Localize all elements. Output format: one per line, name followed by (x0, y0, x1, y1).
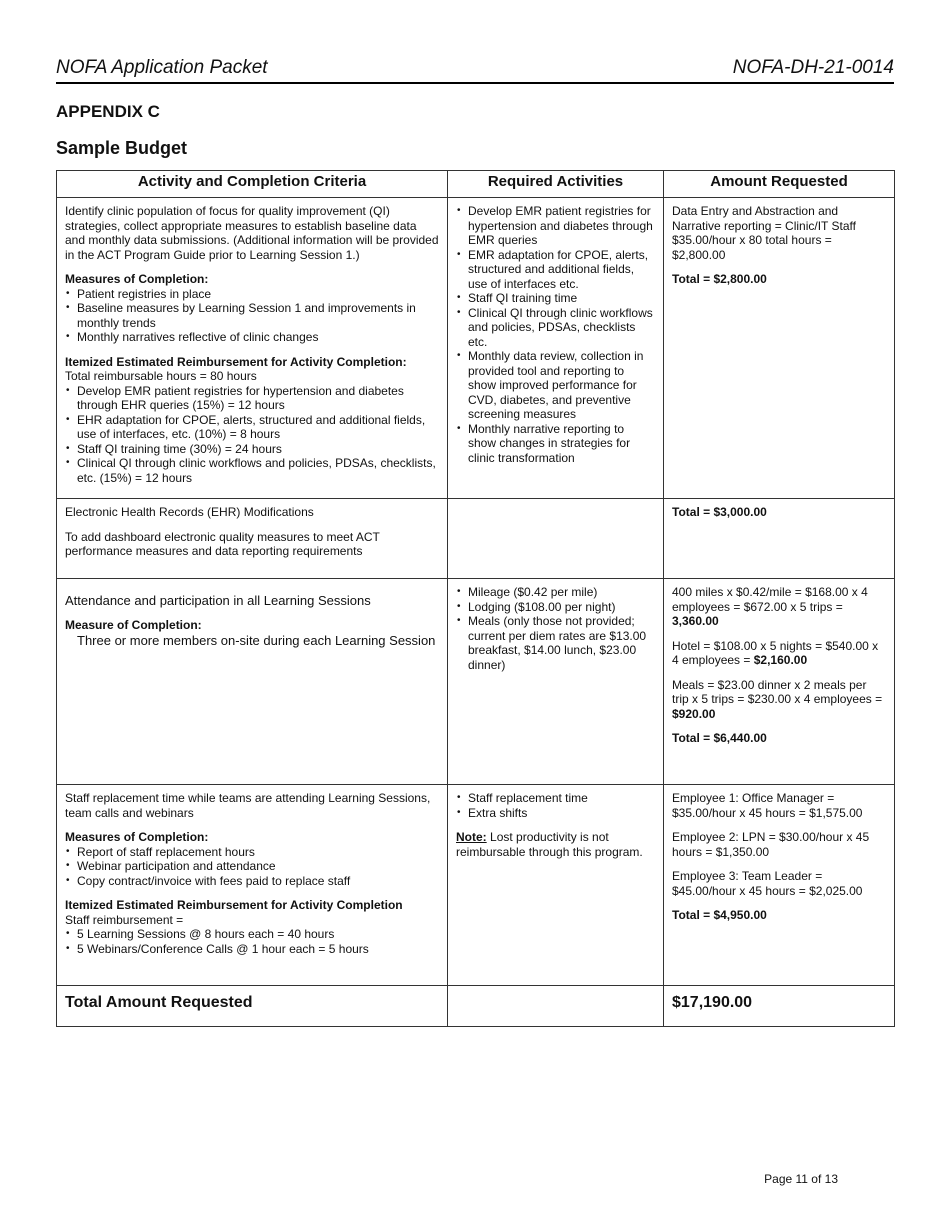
list-item: • Develop EMR patient registries for hypertension and diabetes through EMR queries (456, 204, 655, 248)
list-item: • Monthly narrative reporting to show changes in strategies for clinic transformation (456, 422, 655, 466)
list-item: • Monthly data review, collection in provided tool and reporting to show improved performance for CVD, diabetes, and preventive screening measures (456, 349, 655, 422)
hotel-calc (672, 639, 886, 668)
employee-1: Employee 1: Office Manager = $35.00/hour x 45 hours = $1,575.00 (672, 791, 863, 820)
page-header (56, 55, 894, 84)
activity-cell (57, 579, 448, 785)
amount-text: Data Entry and Abstraction and Narrative reporting = Clinic/IT Staff $35.00/hour x 80 total hours = $2,800.00 (672, 204, 856, 262)
list-item: • Patient registries in place (65, 287, 439, 302)
itemized-heading: Itemized Estimated Reimbursement for Activity Completion (65, 898, 403, 912)
total-label: Total Amount Requested (57, 986, 448, 1027)
list-item: • 5 Learning Sessions @ 8 hours each = 40 hours (65, 927, 439, 942)
activity-cell (57, 785, 448, 986)
mileage-text: 400 miles x $0.42/mile = $168.00 x 4 employees = $672.00 x 5 trips = (672, 585, 868, 614)
amount-cell (664, 499, 895, 579)
activity-cell (57, 198, 448, 499)
list-item: • Staff QI training time (456, 291, 655, 306)
meals-calc (672, 678, 886, 722)
note (456, 830, 655, 859)
mileage-total: 3,360.00 (672, 614, 719, 628)
required-list (456, 204, 655, 465)
measures-heading: Measures of Completion: (65, 272, 209, 286)
table-row (57, 785, 895, 986)
required-list (456, 585, 655, 672)
total-row (57, 986, 895, 1027)
amount-total: Total = $3,000.00 (672, 505, 767, 519)
note-text: Lost productivity is not reimbursable through this program. (456, 830, 643, 859)
list-item: • Report of staff replacement hours (65, 845, 439, 860)
amount-total: Total = $4,950.00 (672, 908, 767, 922)
list-item: • 5 Webinars/Conference Calls @ 1 hour each = 5 hours (65, 942, 439, 957)
section-title: Sample Budget (56, 138, 188, 158)
measures-list (65, 845, 439, 889)
amount-total: Total = $6,440.00 (672, 731, 767, 745)
mileage-calc (672, 585, 886, 629)
measure-heading: Measure of Completion: (65, 618, 202, 632)
activity-cell (57, 499, 448, 579)
list-item: • Webinar participation and attendance (65, 859, 439, 874)
col-header-required: Required Activities (448, 171, 664, 198)
activity-title: Attendance and participation in all Learning Sessions (65, 593, 371, 608)
list-item: • Staff replacement time (456, 791, 655, 806)
required-list (456, 791, 655, 820)
list-item: • Monthly narratives reflective of clinic changes (65, 330, 439, 345)
itemized-intro: Staff reimbursement = (65, 912, 184, 927)
header-title: NOFA Application Packet (56, 57, 268, 78)
activity-intro: Staff replacement time while teams are attending Learning Sessions, team calls and webinars (65, 791, 431, 820)
list-item: • Staff QI training time (30%) = 24 hours (65, 442, 439, 457)
measures-list (65, 287, 439, 345)
table-row (57, 579, 895, 785)
list-item: • Copy contract/invoice with fees paid to replace staff (65, 874, 439, 889)
amount-total: Total = $2,800.00 (672, 272, 767, 286)
list-item: • Meals (only those not provided; current per diem rates are $13.00 breakfast, $14.00 lunch, $23.00 dinner) (456, 614, 655, 672)
measure-text: Three or more members on-site during each Learning Session (77, 633, 436, 648)
list-item: • Clinical QI through clinic workflows and policies, PDSAs, checklists, etc. (15%) = 12 hours (65, 456, 439, 485)
activity-title: Electronic Health Records (EHR) Modifications (65, 505, 314, 519)
list-item: • Baseline measures by Learning Session 1 and improvements in monthly trends (65, 301, 439, 330)
hotel-total: $2,160.00 (753, 653, 808, 667)
list-item: • Develop EMR patient registries for hypertension and diabetes through EHR queries (15%) = 12 hours (65, 384, 439, 413)
itemized-list (65, 384, 439, 486)
col-header-amount: Amount Requested (664, 171, 895, 198)
list-item: • EMR adaptation for CPOE, alerts, structured and additional fields, use of interfaces etc. (456, 248, 655, 292)
appendix-heading: APPENDIX C (56, 102, 160, 121)
hotel-text: Hotel = $108.00 x 5 nights = $540.00 x 4 employees = (672, 638, 879, 667)
amount-cell (664, 785, 895, 986)
required-cell (448, 579, 664, 785)
col-header-activity: Activity and Completion Criteria (57, 171, 448, 198)
employee-3: Employee 3: Team Leader = $45.00/hour x 45 hours = $2,025.00 (672, 869, 863, 898)
list-item: • EHR adaptation for CPOE, alerts, structured and additional fields, use of interfaces, etc. (10%) = 8 hours (65, 413, 439, 442)
note-label: Note: (456, 830, 487, 844)
table-header-row (57, 171, 895, 198)
total-amount: $17,190.00 (664, 986, 895, 1027)
meals-text: Meals = $23.00 dinner x 2 meals per trip x 5 trips = $230.00 x 4 employees = (672, 677, 883, 706)
activity-desc: To add dashboard electronic quality measures to meet ACT performance measures and data reporting requirements (65, 529, 380, 558)
required-cell (448, 198, 664, 499)
list-item: • Clinical QI through clinic workflows and policies, PDSAs, checklists etc. (456, 306, 655, 350)
required-cell (448, 499, 664, 579)
list-item: • Mileage ($0.42 per mile) (456, 585, 655, 600)
page-number: Page 11 of 13 (764, 1172, 838, 1186)
activity-intro: Identify clinic population of focus for quality improvement (QI) strategies, collect appropriate measures to establish baseline data and monthly data submissions. (Additional information will be provided in the ACT Program Guide prior to Learning Session 1.) (65, 204, 439, 262)
total-empty (448, 986, 664, 1027)
itemized-heading: Itemized Estimated Reimbursement for Activity Completion: (65, 354, 407, 369)
itemized-list (65, 927, 439, 956)
list-item: • Extra shifts (456, 806, 655, 821)
list-item: • Lodging ($108.00 per night) (456, 600, 655, 615)
measures-heading: Measures of Completion: (65, 830, 209, 844)
required-cell (448, 785, 664, 986)
header-doc-number: NOFA-DH-21-0014 (732, 57, 894, 78)
amount-cell (664, 579, 895, 785)
table-row (57, 499, 895, 579)
budget-table (56, 170, 895, 1027)
amount-cell (664, 198, 895, 499)
meals-total: $920.00 (672, 706, 716, 721)
employee-2: Employee 2: LPN = $30.00/hour x 45 hours = $1,350.00 (672, 830, 870, 859)
table-row (57, 198, 895, 499)
itemized-intro: Total reimbursable hours = 80 hours (65, 369, 257, 383)
